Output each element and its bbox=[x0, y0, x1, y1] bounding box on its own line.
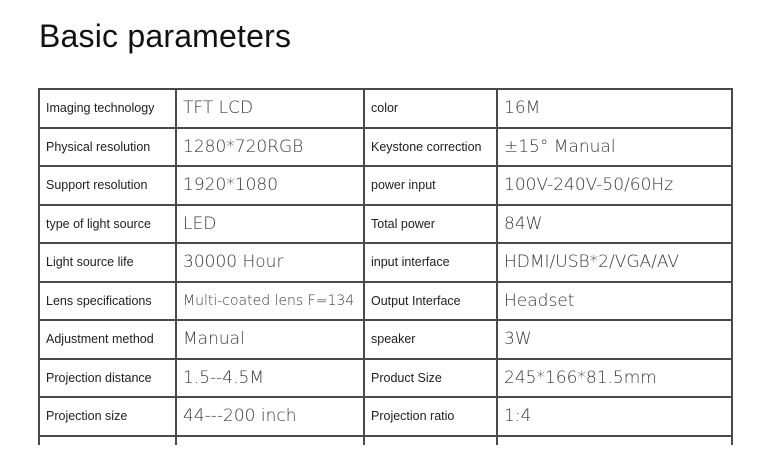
param-value: ±15° Manual bbox=[497, 128, 732, 167]
param-label: Light source life bbox=[39, 243, 176, 282]
table-row bbox=[39, 320, 732, 359]
param-value: 16M bbox=[497, 89, 732, 128]
param-value: 84W bbox=[497, 205, 732, 244]
param-value: 1280*720RGB bbox=[176, 128, 364, 167]
table-cell-partial bbox=[39, 436, 176, 445]
parameters-table bbox=[38, 88, 733, 445]
param-label: type of light source bbox=[39, 205, 176, 244]
table-row-partial bbox=[39, 436, 732, 445]
param-value: Headset bbox=[497, 282, 732, 321]
table-cell-partial bbox=[364, 436, 497, 445]
param-value: 1.5--4.5M bbox=[176, 359, 364, 398]
param-label: Output Interface bbox=[364, 282, 497, 321]
table-row bbox=[39, 243, 732, 282]
param-label: input interface bbox=[364, 243, 497, 282]
param-label: speaker bbox=[364, 320, 497, 359]
page-title: Basic parameters bbox=[39, 18, 292, 54]
param-label: Projection distance bbox=[39, 359, 176, 398]
param-value: Multi-coated lens F=134 bbox=[176, 282, 364, 321]
table-row bbox=[39, 282, 732, 321]
param-label: Projection ratio bbox=[364, 397, 497, 436]
table-row bbox=[39, 205, 732, 244]
table-row bbox=[39, 166, 732, 205]
param-value: HDMI/USB*2/VGA/AV bbox=[497, 243, 732, 282]
param-value: 44---200 inch bbox=[176, 397, 364, 436]
param-value: 100V-240V-50/60Hz bbox=[497, 166, 732, 205]
param-label: Support resolution bbox=[39, 166, 176, 205]
param-label: Physical resolution bbox=[39, 128, 176, 167]
param-label: Keystone correction bbox=[364, 128, 497, 167]
param-label: Imaging technology bbox=[39, 89, 176, 128]
param-label: Lens specifications bbox=[39, 282, 176, 321]
param-value: 245*166*81.5mm bbox=[497, 359, 732, 398]
table-cell-partial bbox=[497, 436, 732, 445]
table-row bbox=[39, 128, 732, 167]
param-value: TFT LCD bbox=[176, 89, 364, 128]
param-label: power input bbox=[364, 166, 497, 205]
table-row bbox=[39, 397, 732, 436]
param-value: 30000 Hour bbox=[176, 243, 364, 282]
parameters-table-body bbox=[39, 89, 732, 445]
param-label: Projection size bbox=[39, 397, 176, 436]
param-value: 1:4 bbox=[497, 397, 732, 436]
param-label: Product Size bbox=[364, 359, 497, 398]
param-label: color bbox=[364, 89, 497, 128]
param-value: Manual bbox=[176, 320, 364, 359]
param-label: Total power bbox=[364, 205, 497, 244]
param-value: 1920*1080 bbox=[176, 166, 364, 205]
param-value: LED bbox=[176, 205, 364, 244]
table-row bbox=[39, 89, 732, 128]
param-label: Adjustment method bbox=[39, 320, 176, 359]
table-cell-partial bbox=[176, 436, 364, 445]
table-row bbox=[39, 359, 732, 398]
param-value: 3W bbox=[497, 320, 732, 359]
